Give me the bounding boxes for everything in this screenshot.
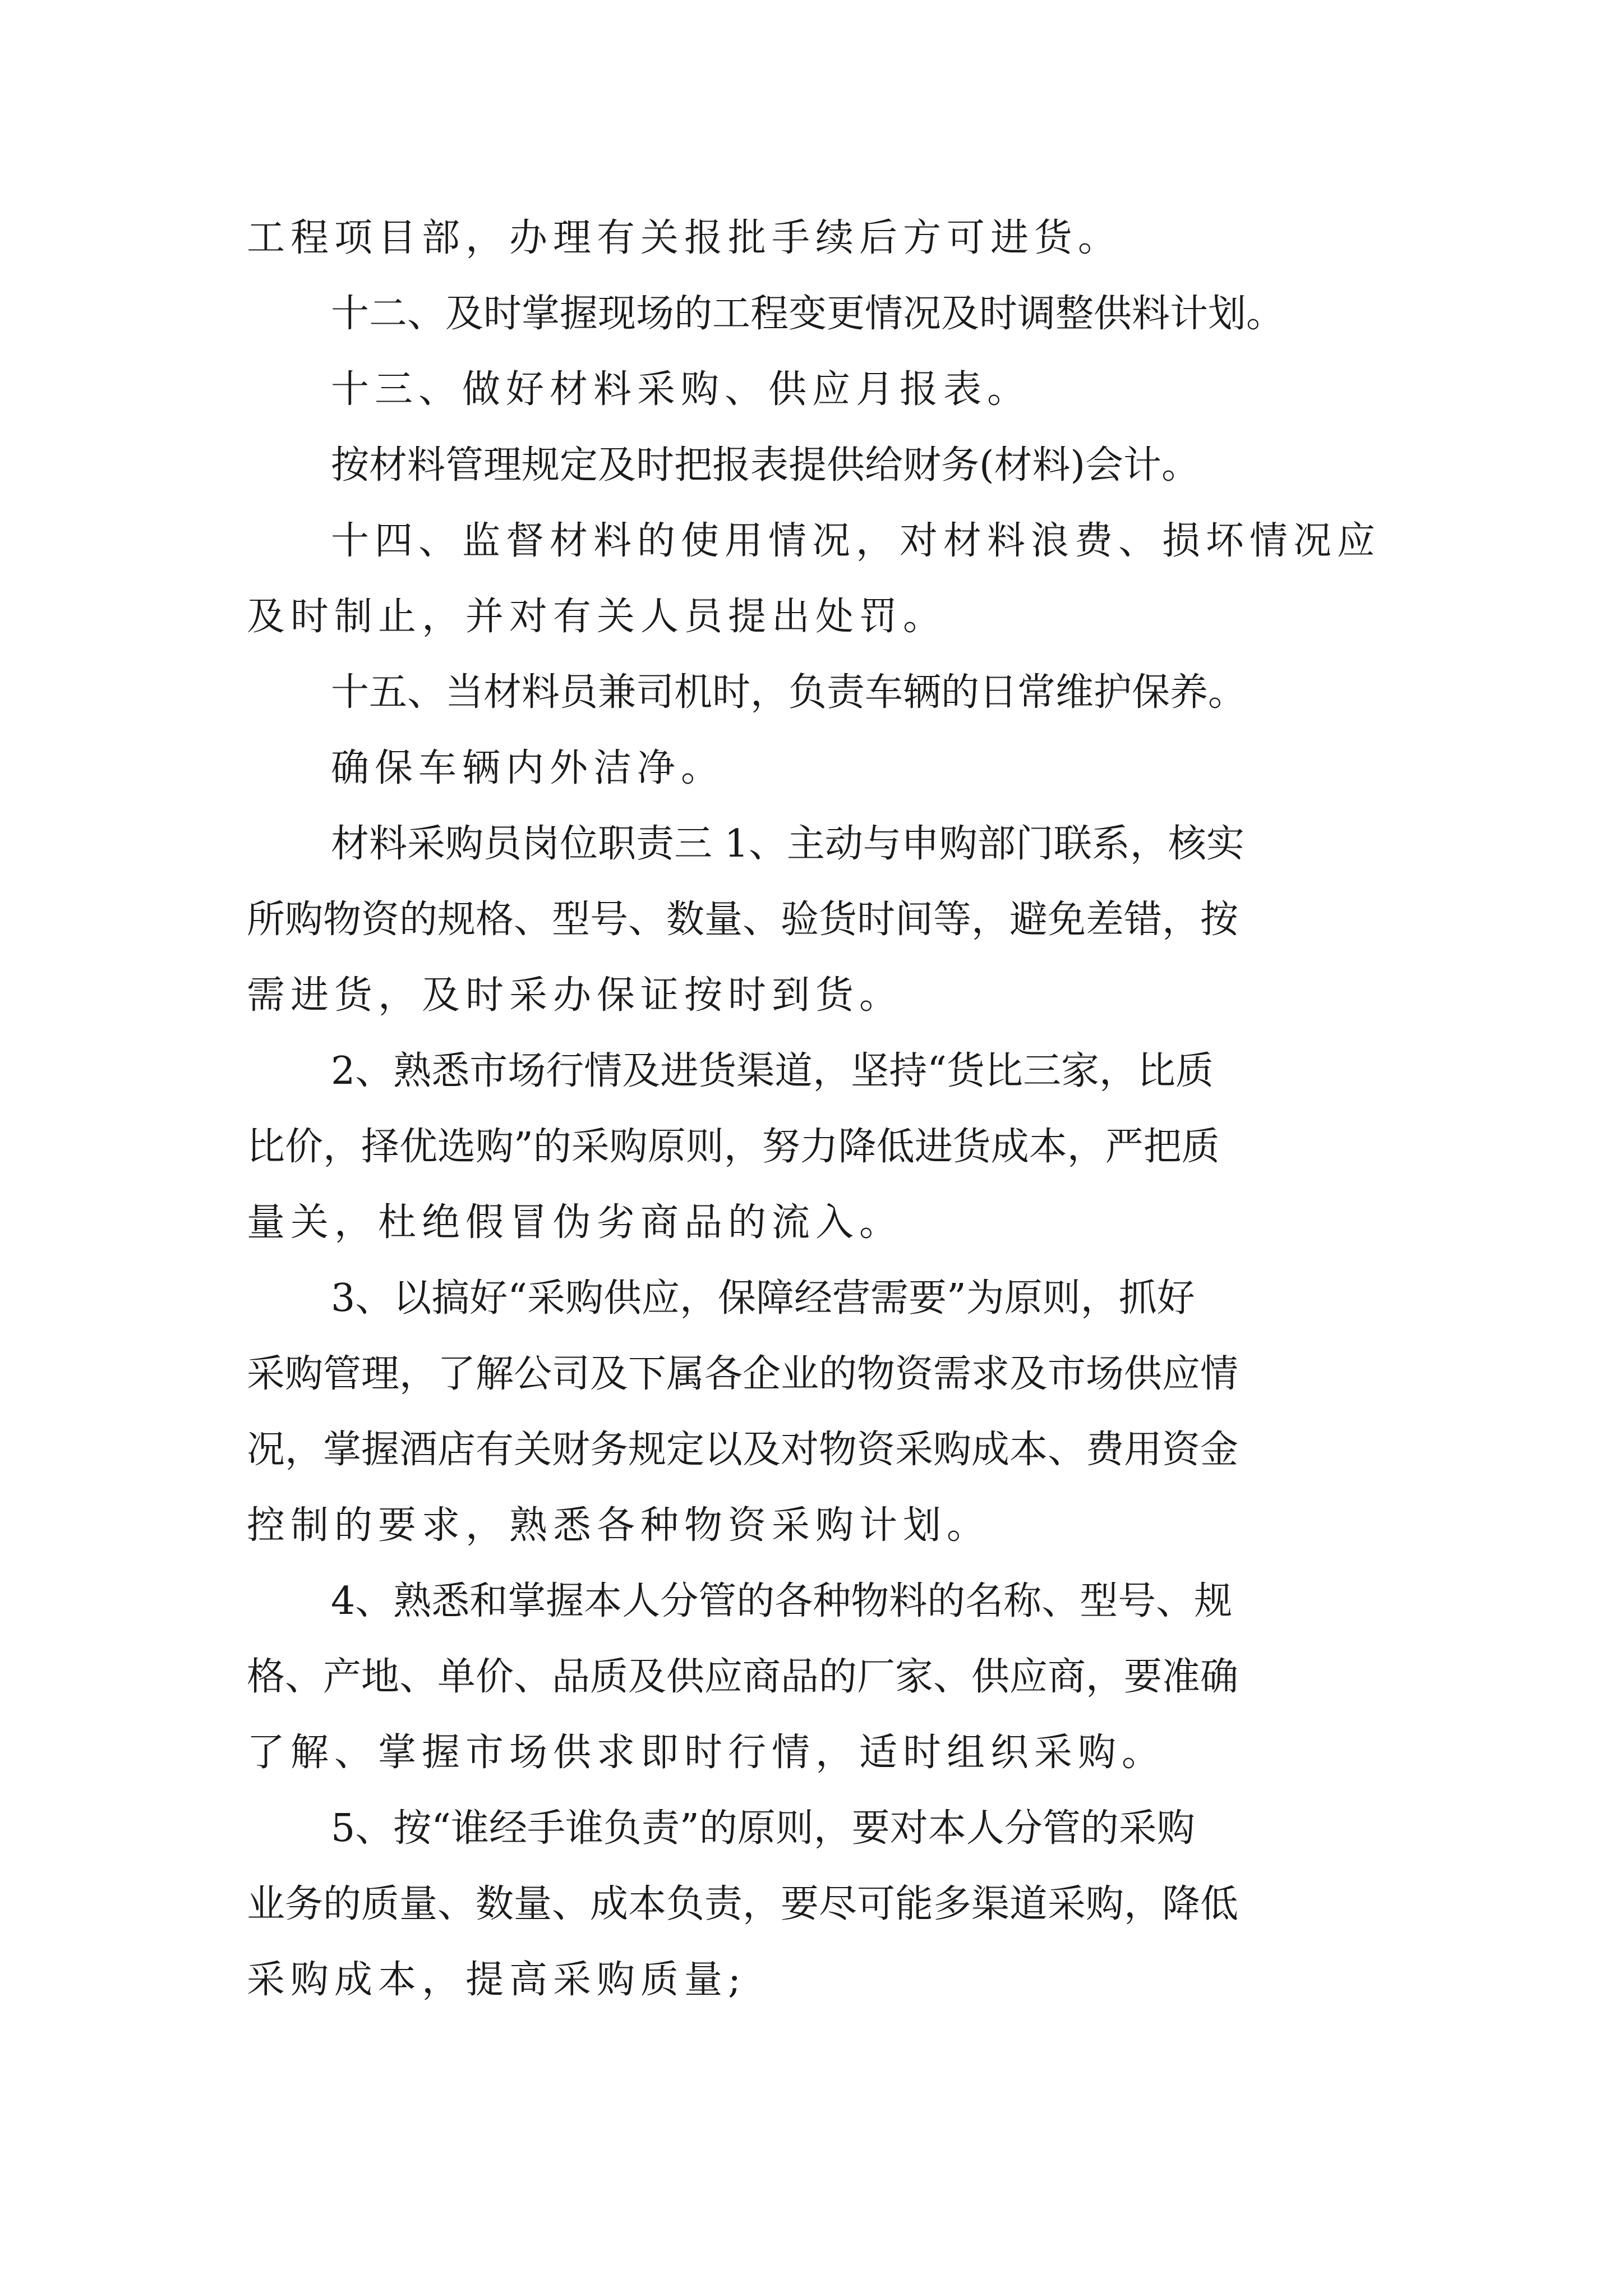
text-line: 材料采购员岗位职责三 1、主动与申购部门联系，核实 <box>331 822 1244 866</box>
text-line: 确保车辆内外洁净。 <box>331 746 725 790</box>
text-line: 格、产地、单价、品质及供应商品的厂家、供应商，要准确 <box>247 1655 1239 1699</box>
text-line: 业务的质量、数量、成本负责，要尽可能多渠道采购，降低 <box>247 1882 1239 1926</box>
text-line: 所购物资的规格、型号、数量、验货时间等，避免差错，按 <box>247 898 1239 942</box>
text-line: 况，掌握酒店有关财务规定以及对物资采购成本、费用资金 <box>247 1428 1239 1472</box>
text-line: 比价，择优选购”的采购原则，努力降低进货成本，严把质 <box>247 1125 1220 1169</box>
text-line: 2、熟悉市场行情及进货渠道，坚持“货比三家，比质 <box>331 1049 1214 1093</box>
text-line: 需进货，及时采办保证按时到货。 <box>247 973 903 1018</box>
text-line: 了解、掌握市场供求即时行情，适时组织采购。 <box>247 1731 1166 1775</box>
text-line: 十四、监督材料的使用情况，对材料浪费、损坏情况应 <box>331 519 1381 563</box>
text-line: 采购成本，提高采购质量; <box>247 1958 746 2002</box>
text-line: 5、按“谁经手谁负责”的原则，要对本人分管的采购 <box>331 1806 1195 1851</box>
text-line: 十三、做好材料采购、供应月报表。 <box>331 367 1031 412</box>
text-line: 3、以搞好“采购供应，保障经营需要”为原则，抓好 <box>331 1276 1195 1320</box>
text-line: 4、熟悉和掌握本人分管的各种物料的名称、型号、规 <box>331 1579 1233 1623</box>
text-line: 采购管理，了解公司及下属各企业的物资需求及市场供应情 <box>247 1352 1239 1396</box>
text-line: 控制的要求，熟悉各种物资采购计划。 <box>247 1503 991 1548</box>
text-line: 量关，杜绝假冒伪劣商品的流入。 <box>247 1200 903 1245</box>
text-line: 及时制止，并对有关人员提出处罚。 <box>247 595 947 639</box>
text-line: 按材料管理规定及时把报表提供给财务(材料)会计。 <box>331 443 1200 487</box>
text-line: 十五、当材料员兼司机时，负责车辆的日常维护保养。 <box>331 670 1247 715</box>
text-line: 工程项目部，办理有关报批手续后方可进货。 <box>247 216 1122 260</box>
text-line: 十二、及时掌握现场的工程变更情况及时调整供料计划。 <box>331 292 1285 336</box>
